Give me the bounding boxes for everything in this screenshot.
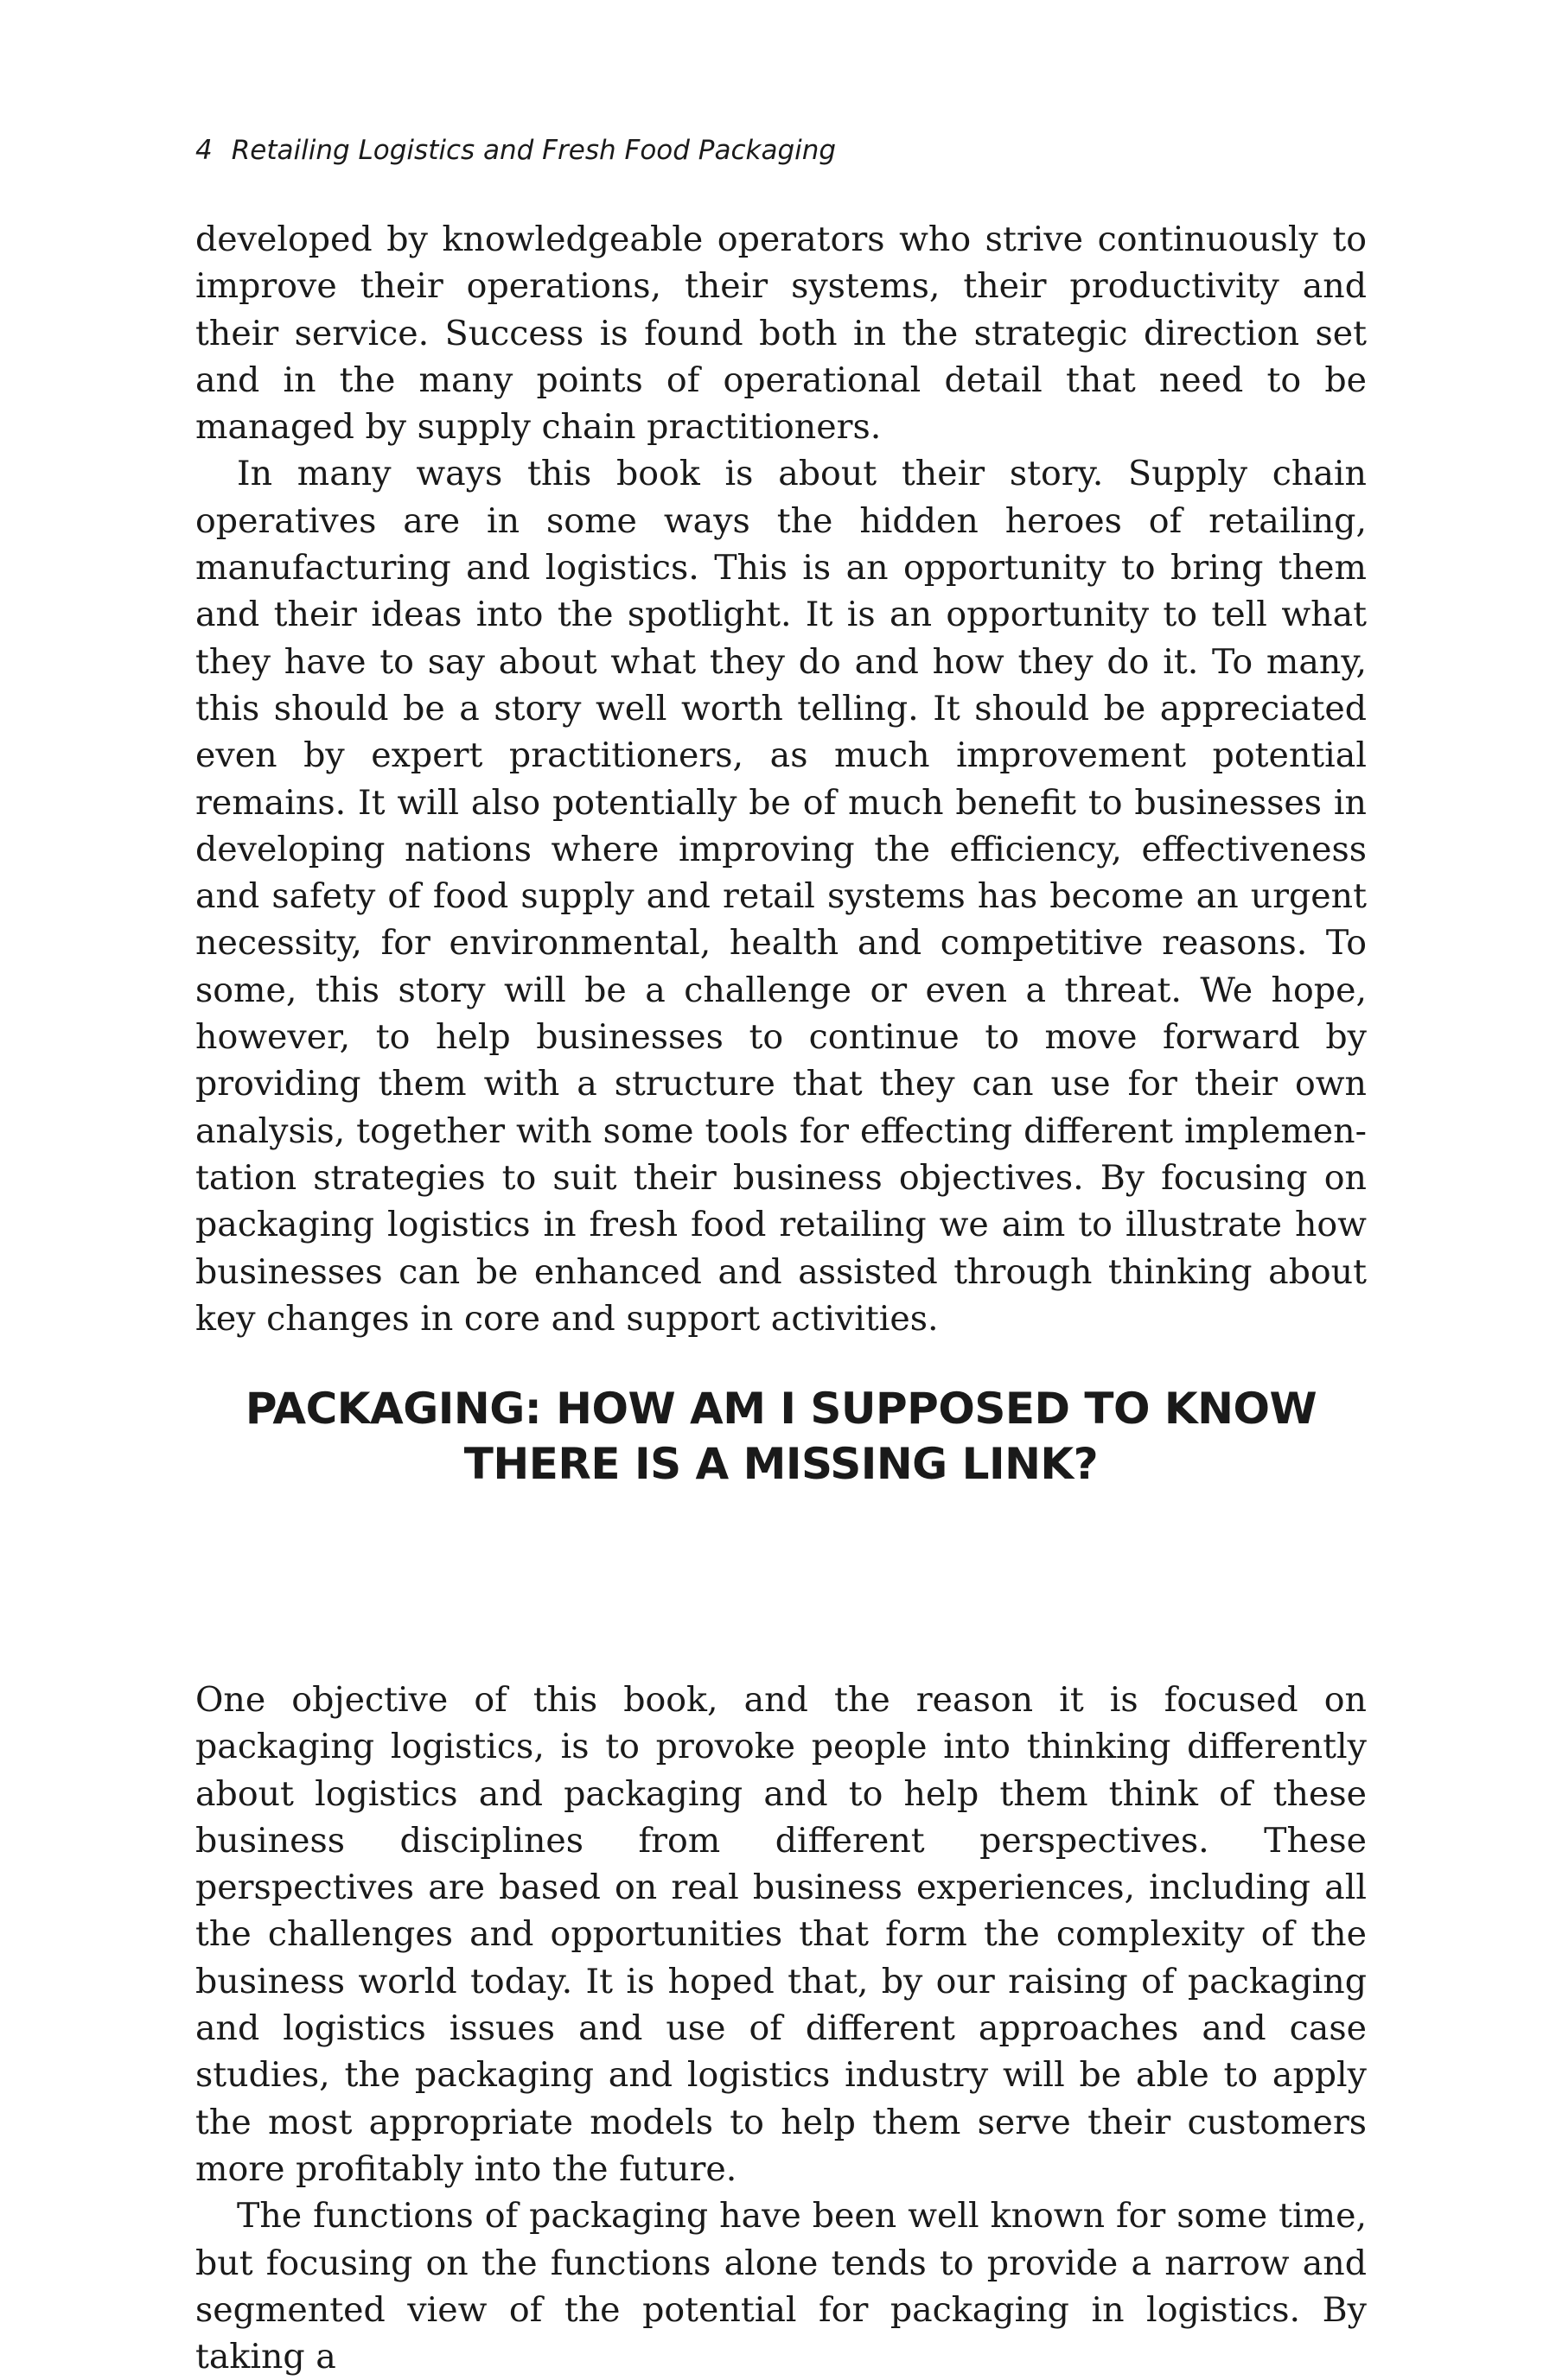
paragraph: In many ways this book is about their story. Supply chain operatives are in some ways the hidden heroes of retailing, manufacturing and logistics. This is an opportunity to bring them and their ideas into the spotlight. It is an opportunity to tell what they have to say about what they do and how they do it. To many, this should be a story well worth telling. It should be appreciated even by expert practitioners, as much improvement potential remains. It will also potentially be of much benefit to businesses in developing nations where improving the efficiency, effectiveness and safety of food supply and retail systems has become an urgent necessity, for environmental, health and competitive reasons. To some, this story will be a challenge or even a threat. We hope, however, to help businesses to continue to move forward by providing them with a structure that they can use for their own analysis, together with some tools for effecting different implementation strategies to suit their business objectives. By focusing on packaging logistics in fresh food retailing we aim to illustrate how businesses can be enhanced and assisted through thinking about key changes in core and support activities. [195, 454, 1367, 1339]
paragraph-continued: developed by knowledgeable operators who strive continuously to improve their operations, their systems, their productivity and their service. Success is found both in the strategic direction set and in the many points of operational detail that need to be managed by supply chain practitioners. [195, 220, 1367, 448]
paragraph: One objective of this book, and the reason it is focused on packaging logistics, is to provoke people into thinking differently about logistics and packaging and to help them think of these business disciplines from different perspectives. These perspectives are based on real business experiences, including all the challenges and opportunities that form the complexity of the business world today. It is hoped that, by our raising of packaging and logistics issues and use of different approaches and case studies, the packaging and logistics industry will be able to apply the most appropriate models to help them serve their customers more profitably into the future. [195, 1680, 1367, 2189]
paragraph: The functions of packaging have been well known for some time, but focusing on the functions alone tends to provide a narrow and segmented view of the potential for packaging in logistics. By taking a [195, 2196, 1367, 2377]
page-number: 4 [195, 135, 213, 166]
body-text-after-heading [195, 1677, 1367, 2380]
section-heading-line: THERE IS A MISSING LINK? [463, 1439, 1099, 1489]
running-head-title: Retailing Logistics and Fresh Food Packaging [231, 135, 837, 166]
running-head [195, 133, 1371, 168]
section-heading-line: PACKAGING: HOW AM I SUPPOSED TO KNOW [245, 1384, 1317, 1434]
section-heading [195, 1381, 1367, 1492]
body-text-before-heading [195, 216, 1367, 1342]
